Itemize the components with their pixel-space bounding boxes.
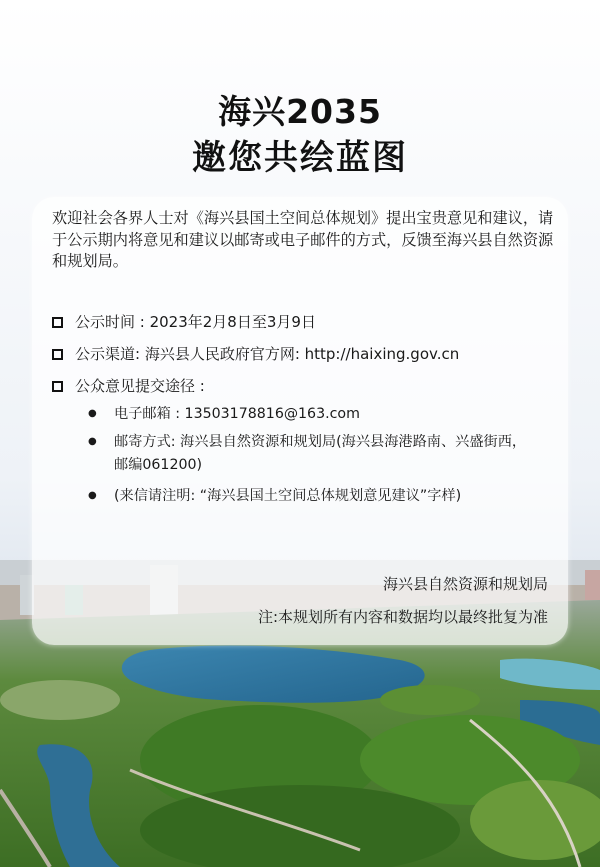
checkbox-square-icon xyxy=(52,349,63,360)
mail-channel xyxy=(88,430,526,477)
intro-paragraph: 欢迎社会各界人士对《海兴县国土空间总体规划》提出宝贵意见和建议，请于公示期内将意见和建议以邮寄或电子邮件的方式，反馈至海兴县自然资源和规划局。 xyxy=(52,209,554,270)
checkbox-square-icon xyxy=(52,317,63,328)
signature-bureau: 海兴县自然资源和规划局 xyxy=(382,575,548,593)
checkbox-square-icon xyxy=(52,381,63,392)
bullet-icon: ● xyxy=(88,436,97,447)
notice-channel-text: 公示渠道: 海兴县人民政府官方网: http://haixing.gov.cn xyxy=(75,345,460,363)
mail-channel-text: 邮寄方式: 海兴县自然资源和规划局(海兴县海港路南、兴盛街西， xyxy=(114,434,527,450)
letter-note-channel xyxy=(88,484,461,508)
approval-note: 注:本规划所有内容和数据均以最终批复为准 xyxy=(257,608,548,626)
email-channel-text[interactable]: 电子邮箱 : 13503178816@163.com xyxy=(114,406,360,422)
headline-line-1: 海兴2035 xyxy=(218,92,382,131)
bullet-icon: ● xyxy=(88,408,97,419)
notice-period-text: 公示时间 : 2023年2月8日至3月9日 xyxy=(75,313,316,331)
letter-note-text: (来信请注明: “海兴县国土空间总体规划意见建议”字样) xyxy=(114,488,462,504)
submission-methods-item xyxy=(52,375,205,396)
bullet-icon: ● xyxy=(88,490,97,501)
notice-channel-item xyxy=(52,343,459,364)
notice-period-item xyxy=(52,311,316,332)
headline-line-2: 邀您共绘蓝图 xyxy=(192,138,408,178)
submission-methods-text: 公众意见提交途径 : xyxy=(75,377,205,395)
email-channel xyxy=(88,402,360,426)
mail-channel-postcode: 邮编061200) xyxy=(114,457,203,473)
